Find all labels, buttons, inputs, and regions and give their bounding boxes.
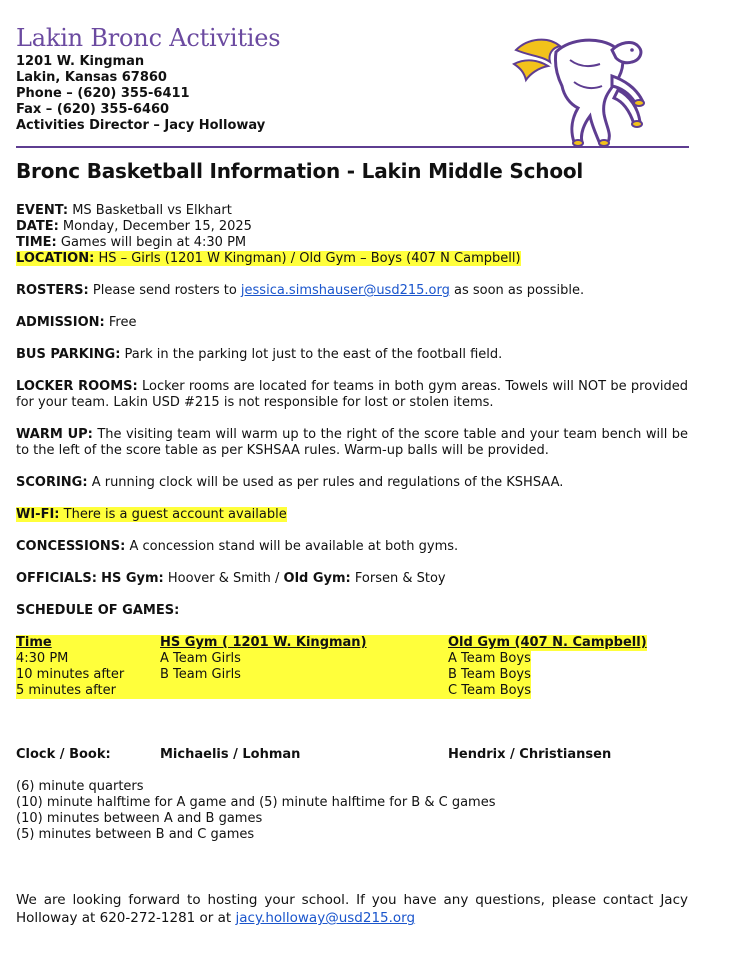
clock-book-row [16, 747, 688, 763]
org-title: Lakin Bronc Activities [16, 24, 281, 52]
schedule-time-cell: 4:30 PM [16, 651, 160, 667]
schedule-old-cell: C Team Boys [448, 683, 532, 698]
rule-line: (10) minutes between A and B games [16, 811, 263, 826]
schedule-old-cell: B Team Boys [448, 667, 531, 682]
bronc-mascot-logo [508, 30, 676, 148]
address-line: 1201 W. Kingman [16, 54, 145, 69]
rosters-line: ROSTERS: Please send rosters to jessica.simshauser@usd215.org as soon as possible. [16, 283, 585, 298]
director-email-link[interactable]: jacy.holloway@usd215.org [235, 910, 416, 926]
schedule-row [16, 683, 688, 699]
schedule-header-row [16, 635, 688, 651]
scoring-line: SCORING: A running clock will be used as per rules and regulations of the KSHSAA. [16, 475, 564, 490]
schedule-table [16, 635, 688, 699]
rule-line: (5) minutes between B and C games [16, 827, 255, 842]
schedule-title: SCHEDULE OF GAMES: [16, 603, 180, 618]
event-line: EVENT: MS Basketball vs Elkhart [16, 203, 232, 218]
bus-parking-line: BUS PARKING: Park in the parking lot just to the east of the football field. [16, 347, 503, 362]
clock-book-hs: Michaelis / Lohman [160, 747, 301, 762]
document-body [16, 203, 688, 927]
phone-line: Phone – (620) 355-6411 [16, 86, 190, 101]
rosters-email-link[interactable]: jessica.simshauser@usd215.org [240, 283, 450, 298]
locker-rooms-paragraph: LOCKER ROOMS: Locker rooms are located for teams in both gym areas. Towels will NOT be provided for your team. Lakin USD #215 is not responsible for lost or stolen items. [16, 379, 689, 410]
warm-up-paragraph: WARM UP: The visiting team will warm up to the right of the score table and your team bench will be to the left of the score table as per KSHSAA rules. Warm-up balls will be provided. [16, 427, 688, 458]
schedule-hs-cell: A Team Girls [160, 651, 448, 667]
concessions-line: CONCESSIONS: A concession stand will be available at both gyms. [16, 539, 459, 554]
schedule-header-old-gym: Old Gym (407 N. Campbell) [448, 635, 647, 650]
rule-line: (10) minute halftime for A game and (5) minute halftime for B & C games [16, 795, 496, 810]
date-line: DATE: Monday, December 15, 2025 [16, 219, 252, 234]
schedule-header-hs-gym: HS Gym ( 1201 W. Kingman) [160, 635, 367, 650]
fax-line: Fax – (620) 355-6460 [16, 102, 170, 117]
schedule-old-cell: A Team Boys [448, 651, 531, 666]
schedule-row [16, 651, 688, 667]
document-title: Bronc Basketball Information - Lakin Middle School [16, 159, 584, 183]
schedule-hs-cell [160, 683, 448, 699]
time-line: TIME: Games will begin at 4:30 PM [16, 235, 247, 250]
schedule-row [16, 667, 688, 683]
contact-block [16, 54, 265, 134]
city-line: Lakin, Kansas 67860 [16, 70, 167, 85]
wifi-line: WI-FI: There is a guest account available [16, 507, 287, 522]
schedule-time-cell: 5 minutes after [16, 683, 160, 699]
admission-line: ADMISSION: Free [16, 315, 137, 330]
location-line: LOCATION: HS – Girls (1201 W Kingman) / Old Gym – Boys (407 N Campbell) [16, 251, 521, 266]
schedule-header-time: Time [16, 635, 52, 650]
schedule-time-cell: 10 minutes after [16, 667, 160, 683]
director-line: Activities Director – Jacy Holloway [16, 118, 266, 133]
rule-line: (6) minute quarters [16, 779, 144, 794]
closing-paragraph: We are looking forward to hosting your school. If you have any questions, please contact Jacy Holloway at 620-272-1281 or at jacy.holloway@usd215.org [16, 892, 688, 926]
schedule-hs-cell: B Team Girls [160, 667, 448, 683]
clock-book-label: Clock / Book: [16, 747, 111, 762]
clock-book-old: Hendrix / Christiansen [448, 747, 612, 762]
officials-line: OFFICIALS: HS Gym: Hoover & Smith / Old Gym: Forsen & Stoy [16, 571, 446, 586]
header-divider [16, 146, 689, 148]
